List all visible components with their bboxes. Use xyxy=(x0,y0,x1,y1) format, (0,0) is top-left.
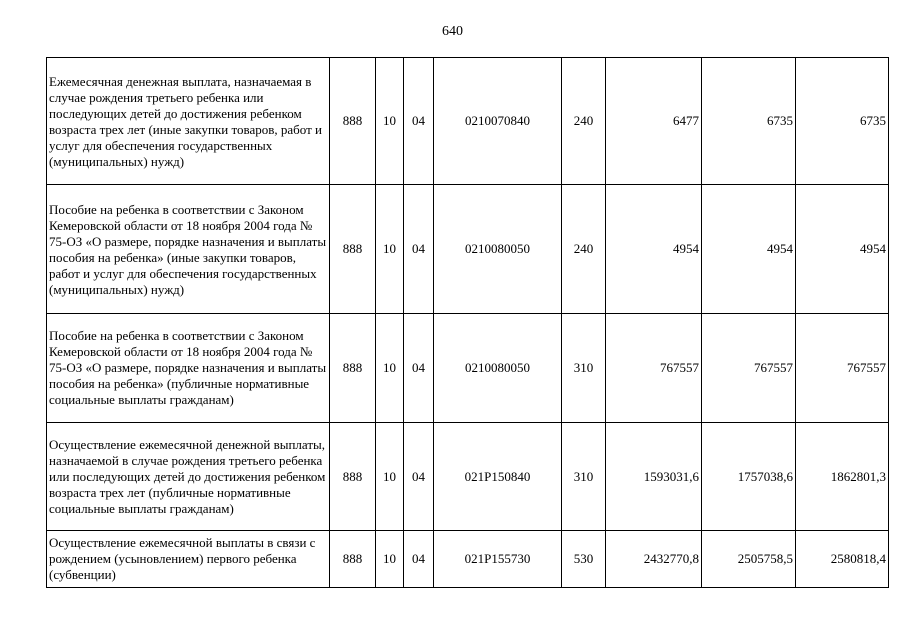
target-article-code: 0210080050 xyxy=(434,314,562,423)
expense-type-code: 530 xyxy=(562,531,606,588)
amount-year-1: 1593031,6 xyxy=(606,423,702,531)
row-description: Пособие на ребенка в соответствии с Законом Кемеровской области от 18 ноября 2004 года № 75-ОЗ «О размере, порядке назначения и выплаты пособия на ребенка» (иные закупки товаров, работ и услуг для обеспечения государственных (муниципальных) нужд) xyxy=(47,185,330,314)
amount-year-1: 6477 xyxy=(606,58,702,185)
amount-year-2: 1757038,6 xyxy=(702,423,796,531)
amount-year-1: 767557 xyxy=(606,314,702,423)
section-code: 10 xyxy=(376,314,404,423)
amount-year-3: 767557 xyxy=(796,314,889,423)
ministry-code: 888 xyxy=(330,58,376,185)
ministry-code: 888 xyxy=(330,314,376,423)
section-code: 10 xyxy=(376,531,404,588)
table-row xyxy=(47,185,889,314)
target-article-code: 0210070840 xyxy=(434,58,562,185)
section-code: 10 xyxy=(376,185,404,314)
row-description: Осуществление ежемесячной денежной выплаты, назначаемой в случае рождения третьего ребенка или последующих детей до достижения ребенком возраста трех лет (публичные нормативные социальные выплаты гражданам) xyxy=(47,423,330,531)
amount-year-2: 4954 xyxy=(702,185,796,314)
table-row xyxy=(47,423,889,531)
expense-type-code: 310 xyxy=(562,423,606,531)
table-row xyxy=(47,531,889,588)
amount-year-3: 6735 xyxy=(796,58,889,185)
amount-year-1: 4954 xyxy=(606,185,702,314)
ministry-code: 888 xyxy=(330,423,376,531)
row-description: Осуществление ежемесячной выплаты в связи с рождением (усыновлением) первого ребенка (субвенции) xyxy=(47,531,330,588)
amount-year-3: 4954 xyxy=(796,185,889,314)
target-article-code: 0210080050 xyxy=(434,185,562,314)
row-description: Пособие на ребенка в соответствии с Законом Кемеровской области от 18 ноября 2004 года № 75-ОЗ «О размере, порядке назначения и выплаты пособия на ребенка» (публичные нормативные социальные выплаты гражданам) xyxy=(47,314,330,423)
page-number: 640 xyxy=(442,24,463,39)
table-row xyxy=(47,314,889,423)
expense-type-code: 240 xyxy=(562,58,606,185)
ministry-code: 888 xyxy=(330,531,376,588)
row-description: Ежемесячная денежная выплата, назначаемая в случае рождения третьего ребенка или последующих детей до достижения ребенком возраста трех лет (иные закупки товаров, работ и услуг для обеспечения государственных (муниципальных) нужд) xyxy=(47,58,330,185)
target-article-code: 021P155730 xyxy=(434,531,562,588)
section-code: 10 xyxy=(376,58,404,185)
amount-year-3: 1862801,3 xyxy=(796,423,889,531)
subsection-code: 04 xyxy=(404,185,434,314)
expense-type-code: 310 xyxy=(562,314,606,423)
subsection-code: 04 xyxy=(404,58,434,185)
ministry-code: 888 xyxy=(330,185,376,314)
subsection-code: 04 xyxy=(404,531,434,588)
amount-year-1: 2432770,8 xyxy=(606,531,702,588)
amount-year-3: 2580818,4 xyxy=(796,531,889,588)
table-row xyxy=(47,58,889,185)
amount-year-2: 2505758,5 xyxy=(702,531,796,588)
subsection-code: 04 xyxy=(404,423,434,531)
expense-type-code: 240 xyxy=(562,185,606,314)
section-code: 10 xyxy=(376,423,404,531)
budget-table xyxy=(46,57,889,588)
amount-year-2: 767557 xyxy=(702,314,796,423)
amount-year-2: 6735 xyxy=(702,58,796,185)
target-article-code: 021P150840 xyxy=(434,423,562,531)
subsection-code: 04 xyxy=(404,314,434,423)
